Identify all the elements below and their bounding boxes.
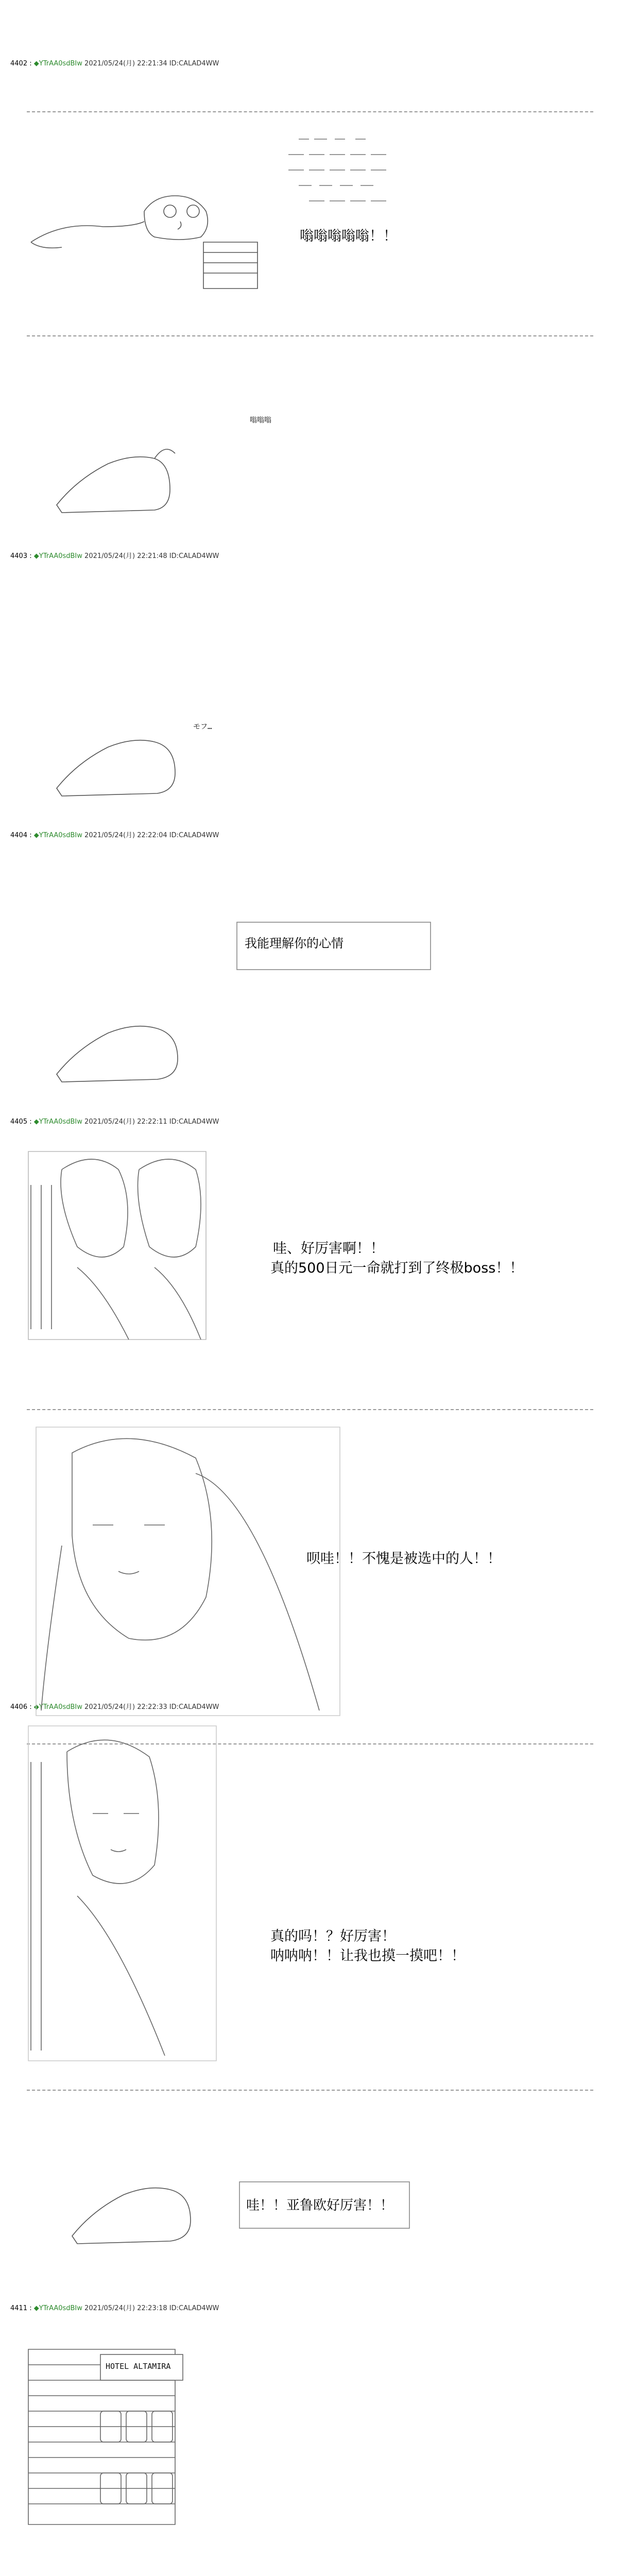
poster-name[interactable]: ◆YTrAA0sdBIw [33, 1703, 82, 1711]
dialogue-text: 嗡嗡嗡嗡嗡！！ [300, 228, 397, 244]
ascii-art-lying-creature [57, 1026, 178, 1082]
poster-name[interactable]: ◆YTrAA0sdBIw [33, 2304, 82, 2312]
post-number: 4406 : [10, 1703, 32, 1711]
post-number: 4403 : [10, 552, 32, 560]
post-number: 4402 : [10, 60, 32, 67]
dialogue-text: 我能理解你的心情 [245, 936, 344, 951]
post-meta: 2021/05/24(月) 22:23:18 ID:CALAD4WW [84, 2304, 219, 2312]
ascii-art-lying-creature [72, 2188, 191, 2244]
dialogue-text: 哇、好厉害啊！！ [273, 1241, 384, 1257]
ascii-art-lying-creature [57, 449, 175, 513]
ascii-art-text-marks [288, 139, 386, 201]
dialogue-text: 哇！！亚鲁欧好厉害！！ [246, 2198, 394, 2213]
dialogue-text: 呗哇！！不愧是被选中的人！！ [306, 1551, 501, 1567]
post-meta: 2021/05/24(月) 22:22:11 ID:CALAD4WW [84, 1118, 219, 1126]
dialogue-text: 真的吗！？好厉害！ [270, 1928, 396, 1944]
post-number: 4405 : [10, 1118, 32, 1126]
dialogue-text: 真的500日元一命就打到了终极boss！！ [270, 1260, 524, 1276]
ascii-art-lying-creature [57, 740, 175, 796]
poster-name[interactable]: ◆YTrAA0sdBIw [33, 60, 82, 67]
post-number: 4411 : [10, 2304, 32, 2312]
ascii-art-hotel [28, 2349, 183, 2524]
dialogue-text: 呐呐呐！！让我也摸一摸吧！！ [270, 1948, 465, 1964]
ascii-art-creature [31, 196, 258, 289]
post-meta: 2021/05/24(月) 22:22:33 ID:CALAD4WW [84, 1703, 219, 1711]
poster-name[interactable]: ◆YTrAA0sdBIw [33, 1118, 82, 1126]
ascii-art-characters [28, 1726, 216, 2061]
poster-name[interactable]: ◆YTrAA0sdBIw [33, 552, 82, 560]
post-meta: 2021/05/24(月) 22:21:34 ID:CALAD4WW [84, 60, 219, 67]
hotel-sign: HOTEL ALTAMIRA [106, 2362, 171, 2371]
dialogue-text-small: モフ… [193, 723, 212, 731]
post-meta: 2021/05/24(月) 22:22:04 ID:CALAD4WW [84, 832, 219, 839]
poster-name[interactable]: ◆YTrAA0sdBIw [33, 832, 82, 839]
ascii-art-characters [33, 1427, 340, 1716]
dialogue-text-small: 嗡嗡嗡 [250, 416, 271, 425]
post-meta: 2021/05/24(月) 22:21:48 ID:CALAD4WW [84, 552, 219, 560]
post-number: 4404 : [10, 832, 32, 839]
ascii-art-characters [28, 1151, 206, 1340]
